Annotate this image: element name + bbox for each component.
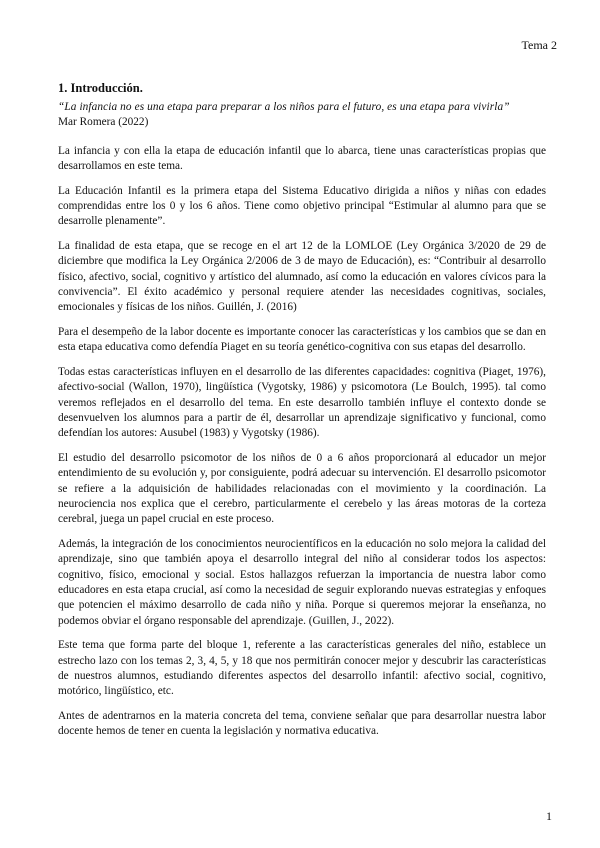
paragraph: Para el desempeño de la labor docente es importante conocer las características y los cambios que se dan en esta etapa educativa como defendía Piaget en su teoría genético-cognitiva con sus etapas del desarrollo. [58,325,546,354]
page-number: 1 [546,809,552,823]
paragraph: Todas estas características influyen en el desarrollo de las diferentes capacidades: cognitiva (Piaget, 1976), afectivo-social (Wallon, 1970), lingüística (Vygotsky, 1986) y psicomotora (Le Boulch, 1995). tal como veremos reflejados en el desarrollo del tema. En este desarrollo también influye el contexto donde se desenvuelven los alumnos para a partir de él, desarrollar un aprendizaje significativo y funcional, como defendían los autores: Ausubel (1983) y Vygotsky (1986). [58,365,546,440]
epigraph-author: Mar Romera (2022) [58,116,149,129]
paragraph: La finalidad de esta etapa, que se recoge en el art 12 de la LOMLOE (Ley Orgánica 3/2020 de 29 de diciembre que modifica la Ley Orgánica 2/2006 de 3 de mayo de Educación), es: “Contribuir al desarrollo físico, afectivo, social, cognitivo y artístico del alumnado, así como la educación en valores cívicos para la convivencia”. El éxito académico y personal requiere atender las necesidades cognitivas, sociales, emocionales y físicas de los niños. Guillén, J. (2016) [58,239,546,314]
paragraph: La infancia y con ella la etapa de educación infantil que lo abarca, tiene unas características propias que desarrollamos en este tema. [58,144,546,173]
paragraph: La Educación Infantil es la primera etapa del Sistema Educativo dirigida a niños y niñas con edades comprendidas entre los 0 y los 6 años. Tiene como objetivo principal “Estimular al alumno para que se desarrolle plenamente”. [58,184,546,228]
paragraph: Este tema que forma parte del bloque 1, referente a las características generales del niño, establece un estrecho lazo con los temas 2, 3, 4, 5, y 18 que nos permitirán conocer mejor y descubrir las características de nuestros alumnos, estudiando diferentes aspectos del desarrollo infantil: afectivo social, cognitivo, motórico, lingüístico, etc. [58,639,546,698]
epigraph-quote: “La infancia no es una etapa para preparar a los niños para el futuro, es una etapa para vivirla” [58,101,510,113]
document-body [58,80,546,749]
section-title: 1. Introducción. [58,81,143,95]
header-topic-label: Tema 2 [521,38,557,52]
paragraph: Antes de adentrarnos en la materia concreta del tema, conviene señalar que para desarrollar nuestra labor docente hemos de tener en cuenta la legislación y normativa educativa. [58,709,546,738]
paragraph: El estudio del desarrollo psicomotor de los niños de 0 a 6 años proporcionará al educador un mejor entendimiento de su evolución y, por consiguiente, podrá adecuar su intervención. El desarrollo psicomotor se refiere a la adquisición de habilidades relacionadas con el movimiento y la coordinación. La neurociencia nos explica que el cerebro, particularmente el cerebelo y las áreas motoras de la corteza cerebral, juega un papel crucial en este proceso. [58,451,546,526]
paragraph: Además, la integración de los conocimientos neurocientíficos en la educación no solo mejora la calidad del aprendizaje, sino que también apoya el desarrollo integral del niño al considerar todos los aspectos: cognitivo, físico, emocional y social. Estos hallazgos refuerzan la importancia de nuestra labor como educadores en esta etapa crucial, así como la necesidad de seguir explorando nuevas estrategias y enfoques que potencien el máximo desarrollo de cada niño y niña. Porque si queremos mejorar la enseñanza, no podemos obviar el órgano responsable del aprendizaje. (Guillen, J., 2022). [58,537,546,627]
